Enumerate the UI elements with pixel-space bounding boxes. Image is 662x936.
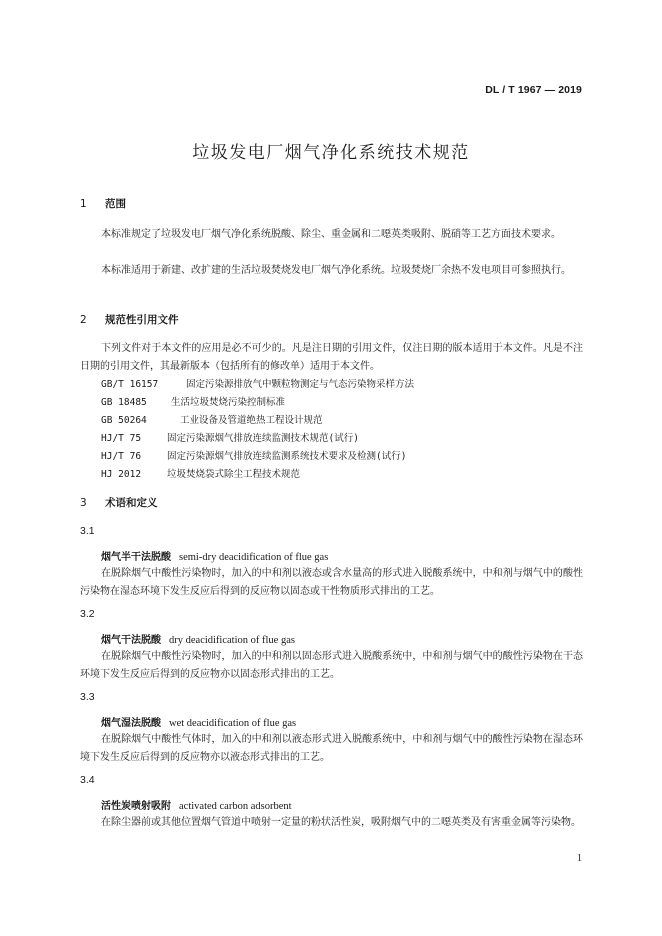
term-definition: 在除尘器前或其他位置烟气管道中喷射一定量的粉状活性炭，吸附烟气中的二噁英类及有害重金属等污染物。: [101, 817, 581, 828]
reference-code: HJ/T 76: [101, 451, 142, 462]
section-number: 1: [80, 198, 87, 210]
term-english: dry deacidification of flue gas: [169, 635, 295, 646]
term-chinese: 烟气湿法脱酸: [101, 718, 161, 729]
section-1-heading: [80, 196, 126, 211]
section-1-paragraph-2: 本标准适用于新建、改扩建的生活垃圾焚烧发电厂烟气净化系统。垃圾焚烧厂余热不发电项目可参照执行。: [101, 265, 571, 276]
term-number: 3.3: [80, 691, 95, 703]
reference-item: [101, 394, 285, 412]
document-code: DL / T 1967 — 2019: [485, 84, 582, 96]
term-english: wet deacidification of flue gas: [169, 718, 297, 729]
section-title: 范围: [105, 198, 126, 210]
section-2-intro: 下列文件对于本文件的应用是必不可少的。凡是注日期的引用文件，仅注日期的版本适用于本文件。凡是不注日期的引用文件，其最新版本（包括所有的修改单）适用于本文件。: [80, 343, 583, 372]
reference-item: [101, 448, 406, 466]
reference-code: GB 18485: [101, 397, 147, 408]
reference-item: [101, 412, 323, 430]
term-chinese: 活性炭喷射吸附: [101, 801, 171, 812]
section-number: 2: [80, 314, 87, 326]
reference-item: [101, 376, 414, 394]
reference-code: GB/T 16157: [101, 379, 159, 390]
reference-item: [101, 466, 300, 484]
term-heading: [101, 548, 328, 563]
term-definition: 在脱除烟气中酸性污染物时，加入的中和剂以液态或含水量高的形式进入脱酸系统中，中和剂与烟气中的酸性污染物在湿态环境下发生反应后得到的反应物以固态或干性物质形式排出的工艺。: [80, 568, 583, 597]
reference-title: 垃圾焚烧袋式除尘工程技术规范: [167, 469, 301, 480]
reference-title: 生活垃圾焚烧污染控制标准: [171, 397, 286, 408]
term-number: 3.1: [80, 525, 95, 537]
term-heading: [101, 714, 296, 729]
term-definition: 在脱除烟气中酸性气体时，加入的中和剂以液态形式进入脱酸系统中，中和剂与烟气中的酸性污染物在湿态环境下发生反应后得到的反应物亦以液态形式排出的工艺。: [80, 734, 583, 763]
section-number: 3: [80, 497, 87, 509]
term-definition: 在脱除烟气中酸性污染物时，加入的中和剂以固态形式进入脱酸系统中，中和剂与烟气中的酸性污染物在干态环境下发生反应后得到的反应物亦以固态形式排出的工艺。: [80, 651, 583, 680]
reference-title: 固定污染源烟气排放连续监测系统技术要求及检测(试行): [167, 451, 407, 462]
reference-title: 固定污染源排放气中颗粒物测定与气态污染物采样方法: [186, 379, 415, 390]
reference-code: HJ/T 75: [101, 433, 142, 444]
reference-code: HJ 2012: [101, 469, 142, 480]
section-title: 规范性引用文件: [105, 314, 179, 326]
term-english: semi-dry deacidification of flue gas: [179, 552, 329, 563]
term-heading: [101, 631, 295, 646]
page-number: 1: [577, 853, 582, 864]
reference-code: GB 50264: [101, 415, 147, 426]
term-chinese: 烟气半干法脱酸: [101, 552, 171, 563]
reference-title: 固定污染源烟气排放连续监测技术规范(试行): [167, 433, 359, 444]
section-title: 术语和定义: [105, 497, 158, 509]
term-english: activated carbon adsorbent: [179, 801, 292, 812]
reference-title: 工业设备及管道绝热工程设计规范: [180, 415, 323, 426]
section-1-paragraph-1: 本标准规定了垃圾发电厂烟气净化系统脱酸、除尘、重金属和二噁英类吸附、脱硝等工艺方面技术要求。: [101, 229, 561, 240]
reference-item: [101, 430, 359, 448]
term-number: 3.4: [80, 774, 95, 786]
term-heading: [101, 797, 292, 812]
document-title: 垃圾发电厂烟气净化系统技术规范: [192, 143, 470, 163]
term-number: 3.2: [80, 608, 95, 620]
term-chinese: 烟气干法脱酸: [101, 635, 161, 646]
section-3-heading: [80, 495, 158, 510]
section-2-heading: [80, 312, 179, 327]
